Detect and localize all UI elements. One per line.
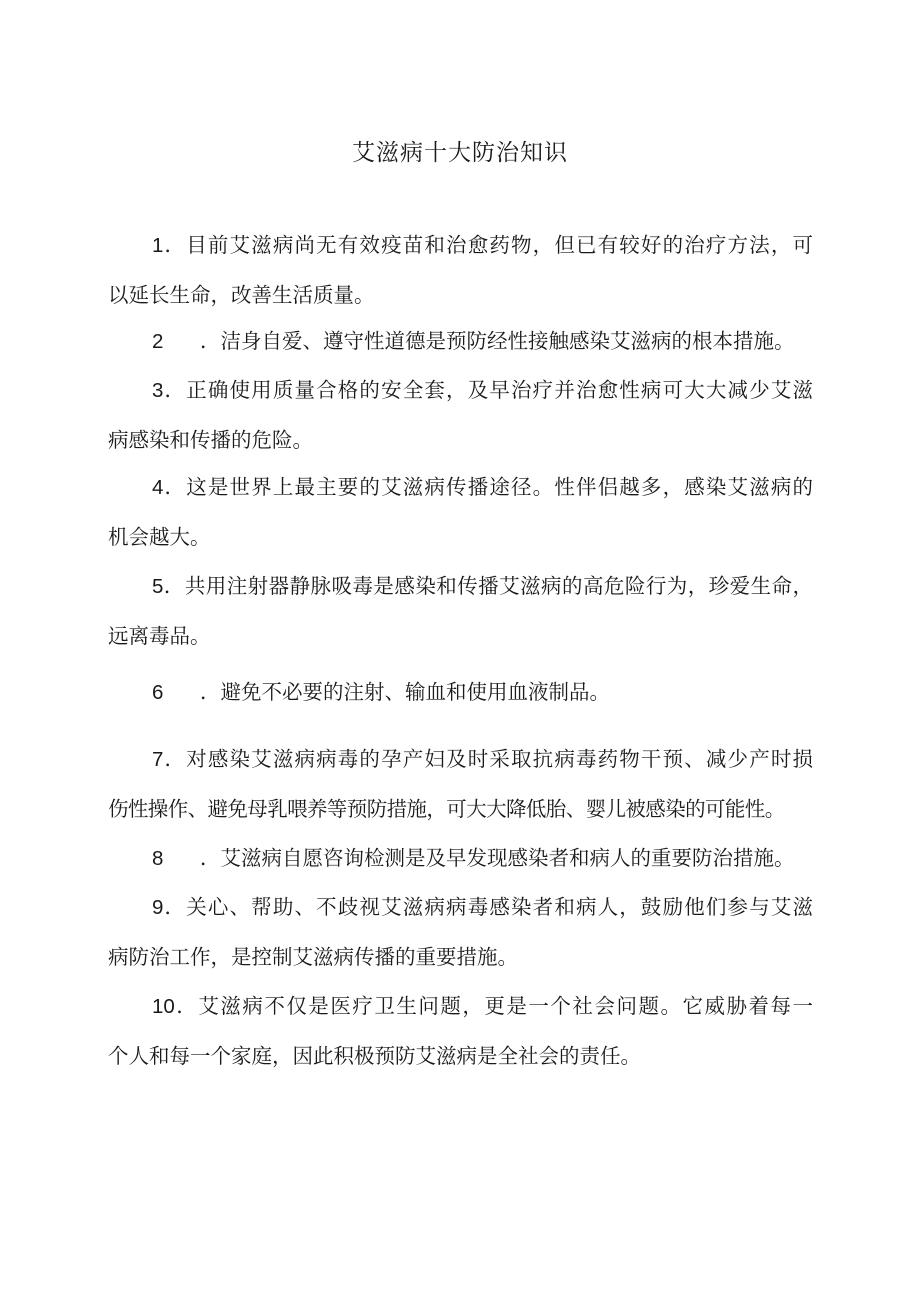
item-text: ．共用注射器静脉吸毒是感染和传播艾滋病的高危险行为，珍爱生命， [163, 574, 813, 598]
item-line [108, 561, 813, 611]
item-text: ．这是世界上最主要的艾滋病传播途径。性伴侣越多，感染艾滋病的 [163, 475, 813, 499]
item-line: 病感染和传播的危险。 [108, 428, 313, 452]
item-number: 1 [152, 234, 164, 257]
list-item-7 [108, 734, 813, 834]
item-text: ．对感染艾滋病病毒的孕产妇及时采取抗病毒药物干预、减少产时损 [163, 747, 813, 771]
item-line: 以延长生命，改善生活质量。 [108, 283, 375, 307]
item-line: 伤性操作、避免母乳喂养等预防措施，可大大降低胎、婴儿被感染的可能性。 [108, 797, 785, 821]
list-item-4 [108, 462, 813, 562]
item-number: 8 [152, 847, 164, 870]
item-line [108, 882, 813, 932]
item-number: 10 [152, 995, 175, 1018]
item-text: ．洁身自爱、遵守性道德是预防经性接触感染艾滋病的根本措施。 [200, 329, 795, 353]
list-item-2 [108, 316, 813, 366]
item-line [108, 462, 813, 512]
item-number: 2 [152, 330, 164, 353]
item-line [108, 981, 813, 1031]
item-line: 个人和每一个家庭，因此积极预防艾滋病是全社会的责任。 [108, 1044, 641, 1068]
item-number: 4 [152, 476, 164, 499]
item-number: 3 [152, 379, 164, 402]
item-line [108, 365, 813, 415]
list-item-3 [108, 365, 813, 465]
item-line: 机会越大。 [108, 525, 211, 549]
item-line [108, 734, 813, 784]
item-number: 6 [152, 681, 164, 704]
item-number: 7 [152, 748, 164, 771]
item-line [108, 667, 813, 717]
item-text: ．避免不必要的注射、输血和使用血液制品。 [200, 680, 610, 704]
list-item-8 [108, 833, 813, 883]
item-line: 病防治工作，是控制艾滋病传播的重要措施。 [108, 945, 518, 969]
list-item-6 [108, 667, 813, 717]
item-text: ．艾滋病不仅是医疗卫生问题，更是一个社会问题。它威胁着每一 [174, 994, 813, 1018]
item-text: ．艾滋病自愿咨询检测是及早发现感染者和病人的重要防治措施。 [200, 846, 795, 870]
list-item-1 [108, 220, 813, 320]
document-title: 艾滋病十大防治知识 [352, 140, 568, 166]
item-number: 9 [152, 896, 164, 919]
list-item-10 [108, 981, 813, 1081]
item-number: 5 [152, 575, 164, 598]
item-line: 远离毒品。 [108, 624, 211, 648]
item-text: ．目前艾滋病尚无有效疫苗和治愈药物，但已有较好的治疗方法，可 [163, 233, 813, 257]
item-text: ．正确使用质量合格的安全套，及早治疗并治愈性病可大大减少艾滋 [163, 378, 813, 402]
item-line [108, 316, 813, 366]
list-item-5 [108, 561, 813, 661]
item-text: ．关心、帮助、不歧视艾滋病病毒感染者和病人，鼓励他们参与艾滋 [163, 895, 813, 919]
item-line [108, 833, 813, 883]
list-item-9 [108, 882, 813, 982]
item-line [108, 220, 813, 270]
